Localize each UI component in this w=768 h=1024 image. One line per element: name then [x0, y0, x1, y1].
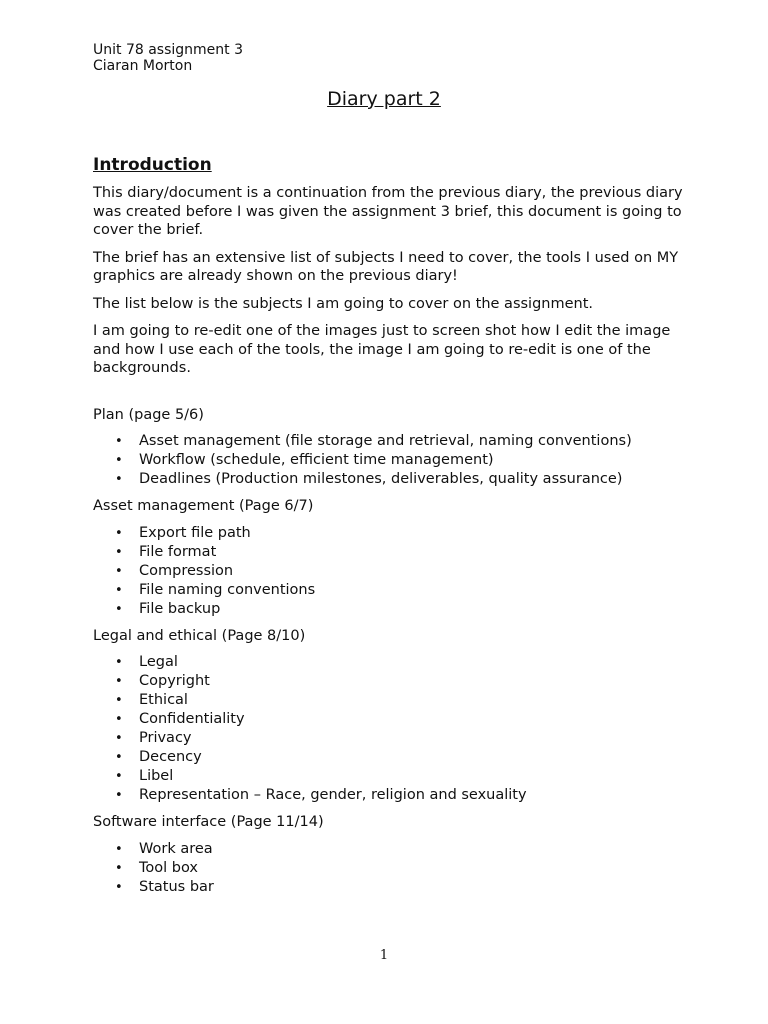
list-item-text: File naming conventions	[139, 581, 316, 598]
list-item	[93, 859, 683, 878]
header-author-line: Ciaran Morton	[93, 58, 193, 74]
plan-list	[93, 432, 683, 489]
list-item-text: Ethical	[139, 692, 188, 708]
bullet-icon: •	[115, 712, 123, 727]
bullet-icon: •	[115, 731, 123, 746]
bullet-icon: •	[115, 582, 123, 598]
legal-ethical-list	[93, 653, 683, 805]
bullet-icon: •	[115, 788, 123, 803]
list-item	[93, 729, 683, 748]
document-body	[93, 154, 683, 905]
bullet-icon: •	[115, 655, 123, 670]
list-item	[93, 672, 683, 691]
bullet-icon: •	[115, 693, 123, 708]
list-item-text: Work area	[139, 840, 213, 857]
section-label-asset-management: Asset management (Page 6/7)	[93, 498, 314, 514]
header-unit-line: Unit 78 assignment 3	[93, 42, 244, 58]
list-item-text: Export file path	[139, 524, 251, 541]
page-number: 1	[379, 948, 389, 963]
list-item-text: Privacy	[139, 730, 192, 746]
introduction-heading: Introduction	[93, 155, 212, 175]
list-item	[93, 524, 683, 543]
section-label-software-interface: Software interface (Page 11/14)	[93, 814, 324, 830]
list-item	[93, 451, 683, 470]
software-interface-list	[93, 840, 683, 897]
intro-paragraph: This diary/document is a continuation from the previous diary, the previous diary was created before I was given the assignment 3 brief, this document is going to cover the brief.	[93, 185, 683, 238]
blank-line	[93, 387, 683, 406]
list-item-text: Deadlines (Production milestones, deliverables, quality assurance)	[139, 471, 623, 487]
list-item	[93, 600, 683, 619]
list-item	[93, 691, 683, 710]
list-item	[93, 470, 683, 489]
list-item	[93, 840, 683, 859]
section-label-plan: Plan (page 5/6)	[93, 406, 204, 423]
list-item-text: Legal	[139, 654, 178, 670]
list-item	[93, 878, 683, 897]
list-item-text: Tool box	[139, 859, 198, 876]
bullet-icon: •	[115, 841, 123, 857]
bullet-icon: •	[115, 674, 123, 689]
list-item-text: Status bar	[139, 878, 214, 895]
list-item-text: Workflow (schedule, efficient time management)	[139, 452, 494, 468]
list-item	[93, 786, 683, 805]
list-item-text: Confidentiality	[139, 711, 245, 727]
bullet-icon: •	[115, 472, 123, 487]
document-header	[93, 42, 243, 74]
list-item-text: Libel	[139, 768, 174, 784]
bullet-icon: •	[115, 544, 123, 560]
section-label-legal-ethical: Legal and ethical (Page 8/10)	[93, 627, 306, 644]
list-item	[93, 710, 683, 729]
bullet-icon: •	[115, 453, 123, 468]
bullet-icon: •	[115, 860, 123, 876]
intro-paragraph: The brief has an extensive list of subjects I need to cover, the tools I used on MY graphics are already shown on the previous diary!	[93, 249, 679, 284]
list-item	[93, 543, 683, 562]
document-title: Diary part 2	[327, 88, 441, 110]
list-item-text: File backup	[139, 600, 221, 617]
list-item-text: Representation – Race, gender, religion and sexuality	[139, 787, 527, 803]
bullet-icon: •	[115, 434, 123, 449]
asset-management-list	[93, 524, 683, 619]
bullet-icon: •	[115, 525, 123, 541]
bullet-icon: •	[115, 879, 123, 895]
intro-paragraph: The list below is the subjects I am going to cover on the assignment.	[93, 295, 594, 312]
list-item-text: File format	[139, 543, 217, 560]
list-item	[93, 562, 683, 581]
bullet-icon: •	[115, 750, 123, 765]
list-item-text: Asset management (file storage and retrieval, naming conventions)	[139, 433, 632, 449]
list-item-text: Copyright	[139, 673, 210, 689]
bullet-icon: •	[115, 769, 123, 784]
list-item-text: Compression	[139, 562, 234, 579]
list-item	[93, 432, 683, 451]
list-item	[93, 748, 683, 767]
list-item	[93, 581, 683, 600]
intro-paragraph: I am going to re-edit one of the images just to screen shot how I edit the image and how I use each of the tools, the image I am going to re-edit is one of the backgrounds.	[93, 323, 671, 376]
list-item	[93, 653, 683, 672]
bullet-icon: •	[115, 563, 123, 579]
bullet-icon: •	[115, 601, 123, 617]
list-item	[93, 767, 683, 786]
list-item-text: Decency	[139, 749, 202, 765]
